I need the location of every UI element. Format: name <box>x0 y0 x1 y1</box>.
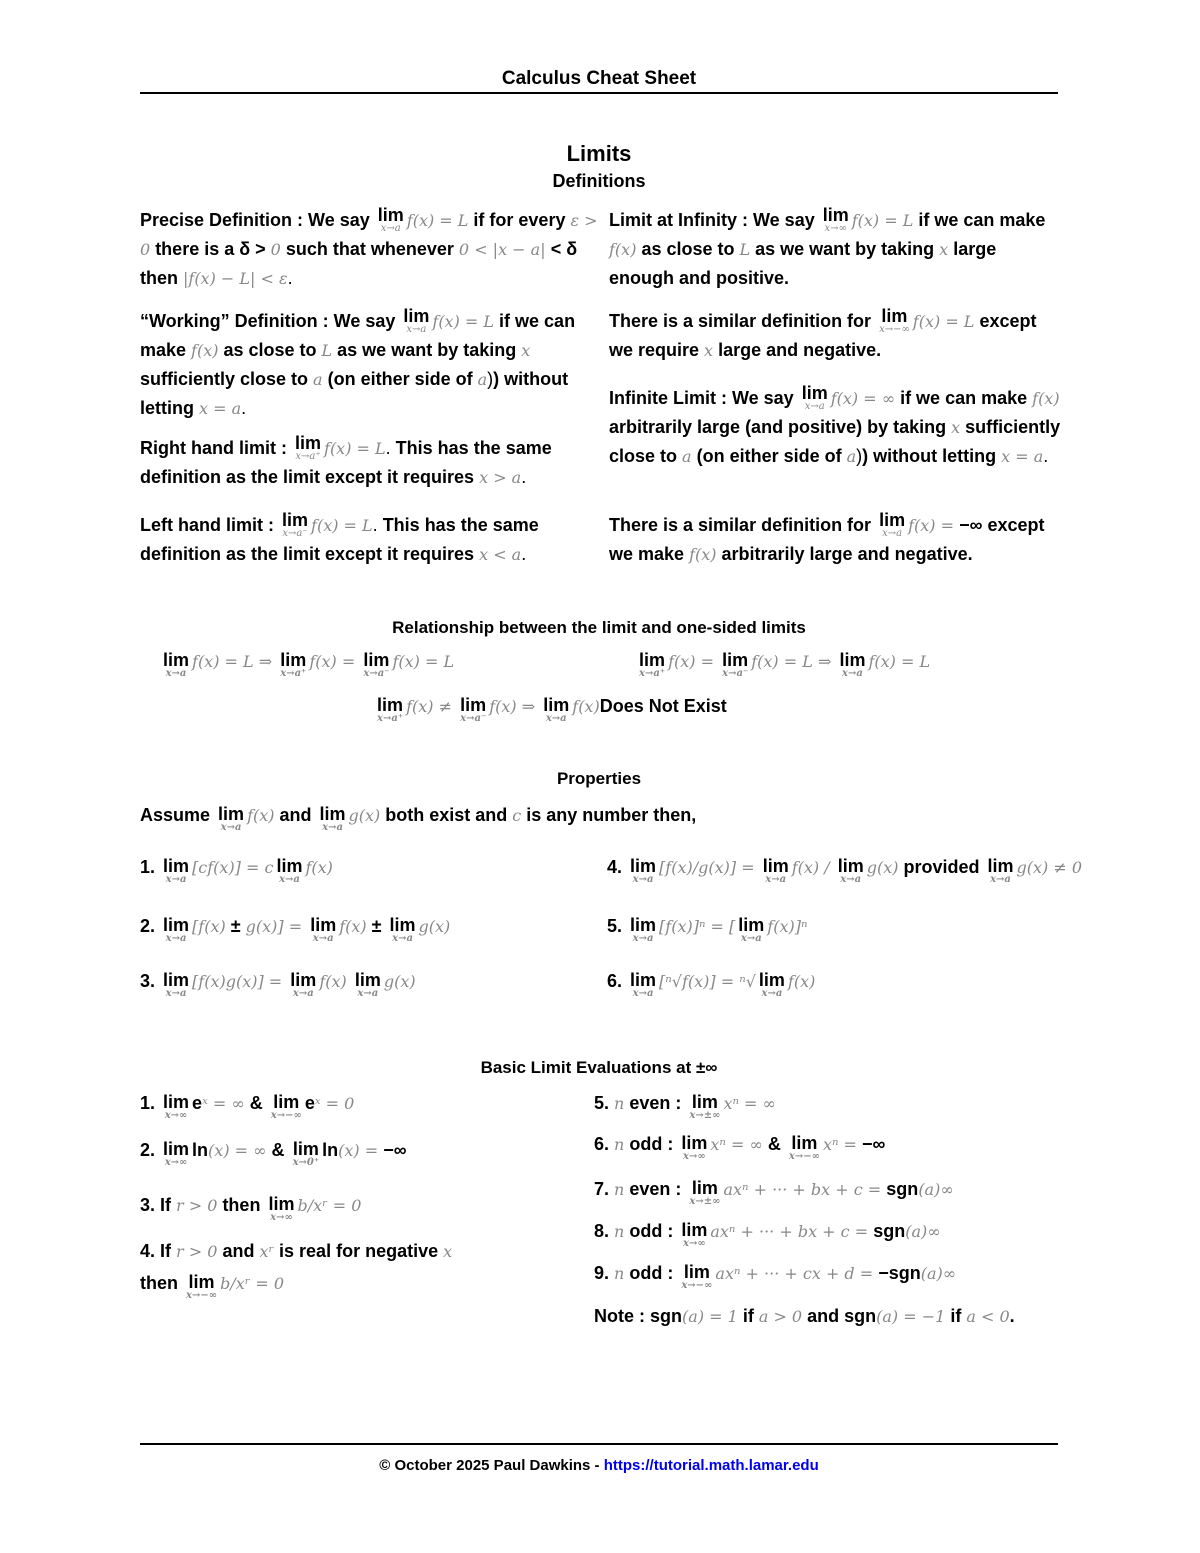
precise-label: Precise Definition : <box>140 210 304 230</box>
property-4: 4. lim x→a [f(x)/g(x)] = lim x→a f(x) / lim x→a g(x) provided lim x→a g(x) ≠ 0 <box>607 856 1083 885</box>
working-definition: “Working” Definition : We say lim x→a f(x) = L if we can make f(x) as close to L as we want by taking x sufficiently close to a (on either side of a)) without letting x = a. <box>140 306 576 418</box>
relationship-eq-2: lim x→a⁺ f(x) = lim x→a⁻ f(x) = L ⇒ lim x→a f(x) = L <box>639 650 931 679</box>
property-1: 1. lim x→a [cf(x)] = c lim x→a f(x) <box>140 856 333 885</box>
basic-1: 1. lim x→∞ eˣ = ∞ & lim x→−∞ eˣ = 0 <box>140 1092 355 1121</box>
basic-9: 9. n odd : lim x→−∞ axⁿ + ··· + cx + d = −sgn(a)∞ <box>594 1262 957 1291</box>
basic-7: 7. n even : lim x→±∞ axⁿ + ··· + bx + c = sgn(a)∞ <box>594 1178 954 1207</box>
relationship-eq-3: lim x→a⁺ f(x) ≠ lim x→a⁻ f(x) ⇒ lim x→a f(x)Does Not Exist <box>377 695 727 724</box>
basic-4: 4. If r > 0 and xʳ is real for negative x <box>140 1241 453 1261</box>
basic-5: 5. n even : lim x→±∞ xⁿ = ∞ <box>594 1092 776 1121</box>
basic-6: 6. n odd : lim x→∞ xⁿ = ∞ & lim x→−∞ xⁿ = −∞ <box>594 1133 886 1162</box>
property-3: 3. lim x→a [f(x)g(x)] = lim x→a f(x) lim x→a g(x) <box>140 970 416 999</box>
basic-3: 3. If r > 0 then lim x→∞ b/xʳ = 0 <box>140 1194 362 1223</box>
property-2: 2. lim x→a [f(x) ± g(x)] = lim x→a f(x) ± lim x→a g(x) <box>140 915 451 944</box>
precise-definition: Precise Definition : We say lim x→a f(x) = L if for every ε > 0 there is a δ > 0 such that whenever 0 < |x − a| < δ then |f(x) − L| < ε. <box>140 205 598 288</box>
footer-copyright: © October 2025 Paul Dawkins - <box>379 1457 604 1474</box>
right-hand-limit: Right hand limit : lim x→a⁺ f(x) = L. This has the same definition as the limit except it requires x > a. <box>140 433 552 487</box>
similar-definition-1: There is a similar definition for lim x→−∞ f(x) = L except we require x large and negative. <box>609 306 1037 360</box>
infinite-limit: Infinite Limit : We say lim x→a f(x) = ∞ if we can make f(x) arbitrarily large (and positive) by taking x sufficiently close to a (on either side of a)) without letting x = a. <box>609 383 1061 466</box>
properties-title: Properties <box>556 769 642 788</box>
header-rule <box>140 92 1058 94</box>
basic-8: 8. n odd : lim x→∞ axⁿ + ··· + bx + c = sgn(a)∞ <box>594 1220 941 1249</box>
basic-2: 2. lim x→∞ ln(x) = ∞ & lim x→0⁺ ln(x) = −∞ <box>140 1139 407 1168</box>
limit-at-infinity: Limit at Infinity : We say lim x→∞ f(x) = L if we can make f(x) as close to L as we want by taking x large enough and positive. <box>609 205 1046 288</box>
page-footer <box>140 1457 1058 1474</box>
relationship-title: Relationship between the limit and one-sided limits <box>392 618 806 637</box>
property-5: 5. lim x→a [f(x)]ⁿ = [ lim x→a f(x)]ⁿ <box>607 915 808 944</box>
property-6: 6. lim x→a [ⁿ√f(x)] = ⁿ√ lim x→a f(x) <box>607 970 816 999</box>
similar-definition-2: There is a similar definition for lim x→a f(x) = −∞ except we make f(x) arbitrarily large and negative. <box>609 510 1045 564</box>
basic-title: Basic Limit Evaluations at ±∞ <box>480 1058 718 1077</box>
basic-4-cont: then lim x→−∞ b/xʳ = 0 <box>140 1272 285 1301</box>
relationship-eq-1: lim x→a f(x) = L ⇒ lim x→a⁺ f(x) = lim x→a⁻ f(x) = L <box>163 650 455 679</box>
footer-link[interactable]: https://tutorial.math.lamar.edu <box>603 1457 819 1474</box>
properties-assume: Assume lim x→a f(x) and lim x→a g(x) both exist and c is any number then, <box>140 804 697 833</box>
page-header: Calculus Cheat Sheet <box>501 68 697 89</box>
left-hand-limit: Left hand limit : lim x→a⁻ f(x) = L. This has the same definition as the limit except it requires x < a. <box>140 510 539 564</box>
basic-note: Note : sgn(a) = 1 if a > 0 and sgn(a) = −1 if a < 0. <box>594 1306 1015 1326</box>
section-subtitle: Definitions <box>552 171 646 191</box>
section-title: Limits <box>566 141 632 166</box>
footer-rule <box>140 1443 1058 1445</box>
